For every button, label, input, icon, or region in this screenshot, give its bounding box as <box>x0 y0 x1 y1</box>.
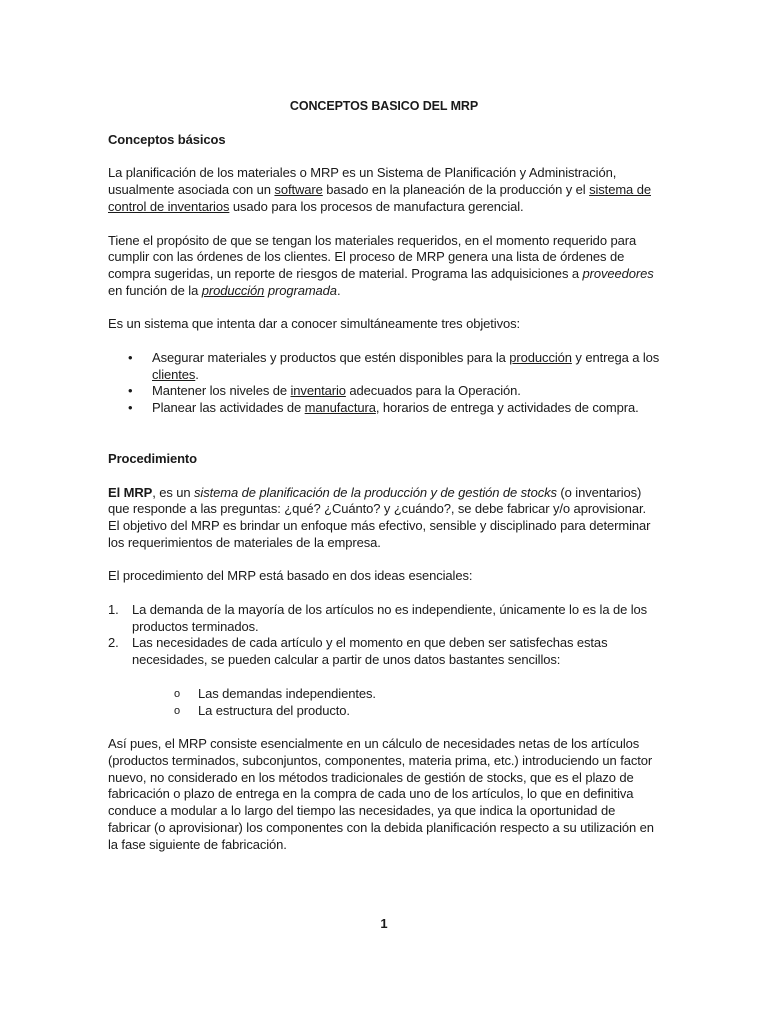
ideas-list <box>108 602 660 669</box>
link-produccion[interactable]: producción <box>509 350 572 366</box>
paragraph-conclusion: Así pues, el MRP consiste esencialmente en un cálculo de necesidades netas de los artículos (productos terminados, subconjuntos, componentes, materia prima, etc.) introduciendo un factor nuevo, no considerado en los métodos tradicionales de gestión de stocks, que es el plazo de fabricación o plazo de entrega en la compra de cada uno de los artículos, lo que en definitiva conduce a modular a lo largo del tiempo las necesidades, ya que indica la oportunidad de fabricar (o aprovisionar) los componentes con la debida planificación respecto a su utilización en la fase siguiente de fabricación. <box>108 736 654 852</box>
list-item: o La estructura del producto. <box>108 703 660 720</box>
paragraph-proposito: Tiene el propósito de que se tengan los materiales requeridos, en el momento requerido para cumplir con las órdenes de los clientes. El proceso de MRP genera una lista de órdenes de compra sugeridas, un reporte de riesgos de material. Programa las adquisiciones a proveedores en función de la producción programada. <box>108 232 654 298</box>
paragraph-mrp-definicion: El MRP, es un sistema de planificación de la producción y de gestión de stocks (o inventarios) que responde a las preguntas: ¿qué? ¿Cuánto? y ¿cuándo?, se debe fabricar y/o aprovisionar. El objetivo del MRP es brindar un enfoque más efectivo, sensible y disciplinado para determinar los requerimientos de materiales de la empresa. <box>108 484 651 550</box>
link-produccion[interactable]: producción <box>201 282 265 298</box>
page-number: 1 <box>380 916 388 931</box>
section-heading-procedimiento: Procedimiento <box>108 450 197 466</box>
link-clientes[interactable]: clientes <box>152 366 196 382</box>
link-inventario[interactable]: inventario <box>290 383 346 399</box>
list-item: 2. Las necesidades de cada artículo y el momento en que deben ser satisfechas estas necesidades, se pueden calcular a partir de unos datos bastantes sencillos: <box>108 635 608 668</box>
list-item: o Las demandas independientes. <box>108 686 660 703</box>
paragraph-ideas-intro: El procedimiento del MRP está basado en dos ideas esenciales: <box>108 568 473 584</box>
list-item: • Mantener los niveles de inventario adecuados para la Operación. <box>108 383 660 400</box>
paragraph-objetivos-intro: Es un sistema que intenta dar a conocer simultáneamente tres objetivos: <box>108 316 521 332</box>
section-heading-conceptos: Conceptos básicos <box>108 131 226 147</box>
list-item: • Planear las actividades de manufactura, horarios de entrega y actividades de compra. <box>108 400 660 417</box>
list-item: • Asegurar materiales y productos que estén disponibles para la producción y entrega a los clientes. <box>108 350 660 383</box>
objectives-list <box>108 350 660 417</box>
link-software[interactable]: software <box>274 182 323 198</box>
document-title: CONCEPTOS BASICO DEL MRP <box>289 99 479 113</box>
link-sistema-control-inventarios[interactable]: sistema de control de inventarios <box>108 182 651 214</box>
link-manufactura[interactable]: manufactura <box>304 400 376 416</box>
sub-items-list <box>108 686 660 719</box>
list-item: 1. La demanda de la mayoría de los artículos no es independiente, únicamente lo es la de los productos terminados. <box>108 602 648 634</box>
paragraph-definition: La planificación de los materiales o MRP es un Sistema de Planificación y Administración, usualmente asociada con un software basado en la planeación de la producción y el sistema de control de inventarios usado para los procesos de manufactura gerencial. <box>108 165 651 214</box>
